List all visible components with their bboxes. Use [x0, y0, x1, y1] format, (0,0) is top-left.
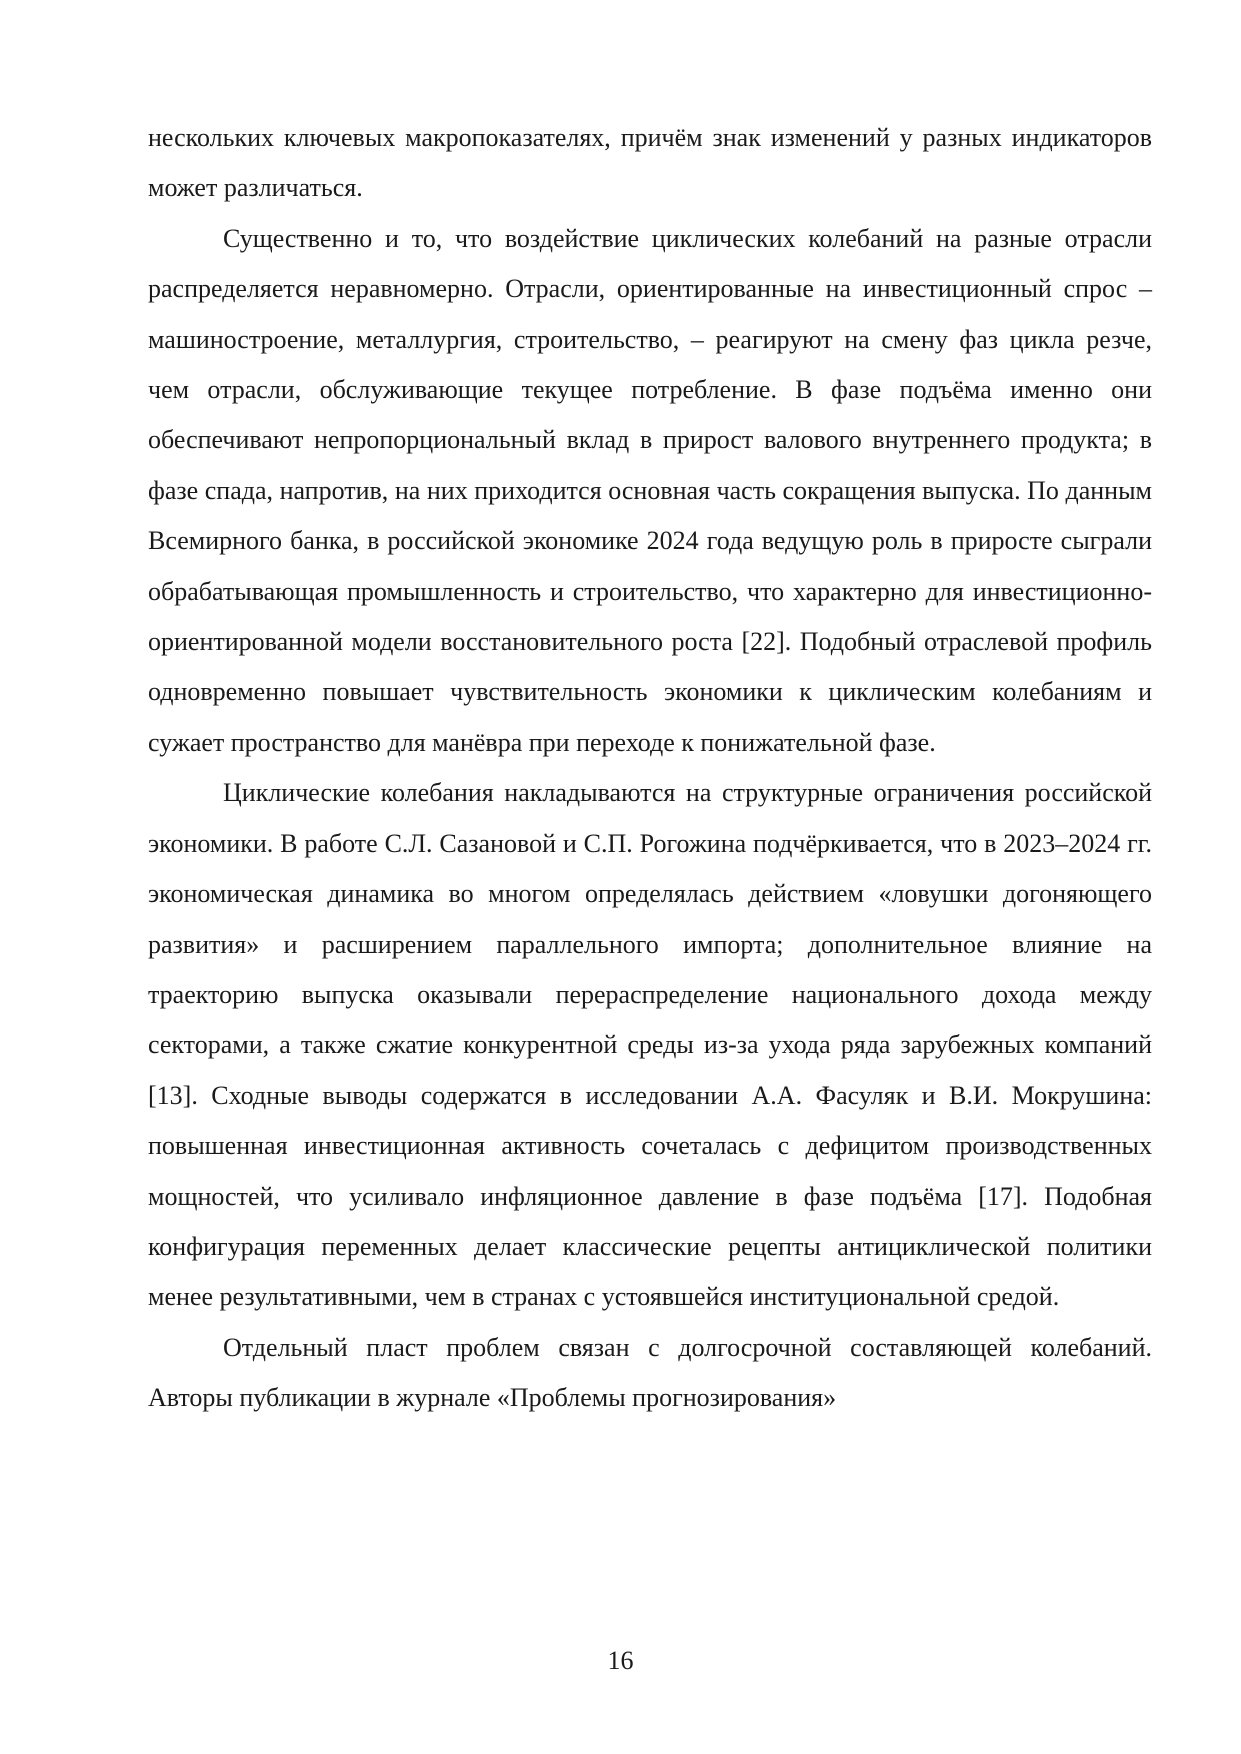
page-number: 16 — [607, 1646, 634, 1675]
paragraph-sectoral-impact: Существенно и то, что воздействие циклических колебаний на разные отрасли распределяется неравномерно. Отрасли, ориентированные на инвестиционный спрос – машиностроение, металлургия, строительство, – реагируют на смену фаз цикла резче, чем отрасли, обслуживающие текущее потребление. В фазе подъёма именно они обеспечивают непропорциональный вклад в прирост валового внутреннего продукта; в фазе спада, напротив, на них приходится основная часть сокращения выпуска. По данным Всемирного банка, в российской экономике 2024 года ведущую роль в приросте сыграли обрабатывающая промышленность и строительство, что характерно для инвестиционно-ориентированной модели восстановительного роста [22]. Подобный отраслевой профиль одновременно повышает чувствительность экономики к циклическим колебаниям и сужает пространство для манёвра при переходе к понижательной фазе. — [148, 223, 1152, 757]
paragraph-structural-constraints: Циклические колебания накладываются на структурные ограничения российской экономики. В работе С.Л. Сазановой и С.П. Рогожина подчёркивается, что в 2023–2024 гг. экономическая динамика во многом определялась действием «ловушки догоняющего развития» и расширением параллельного импорта; дополнительное влияние на траекторию выпуска оказывали перераспределение национального дохода между секторами, а также сжатие конкурентной среды из-за ухода ряда зарубежных компаний [13]. Сходные выводы содержатся в исследовании А.А. Фасуляк и В.И. Мокрушина: повышенная инвестиционная активность сочеталась с дефицитом производственных мощностей, что усиливало инфляционное давление в фазе подъёма [17]. Подобная конфигурация переменных делает классические рецепты антициклической политики менее результативными, чем в странах с устоявшейся институциональной средой. — [148, 778, 1152, 1312]
body-text — [148, 113, 1152, 1424]
paragraph-continuation: нескольких ключевых макропоказателях, причём знак изменений у разных индикаторов может различаться. — [148, 123, 1152, 203]
paragraph-long-term-component: Отдельный пласт проблем связан с долгосрочной составляющей колебаний. Авторы публикации в журнале «Проблемы прогнозирования» — [148, 1332, 1152, 1413]
